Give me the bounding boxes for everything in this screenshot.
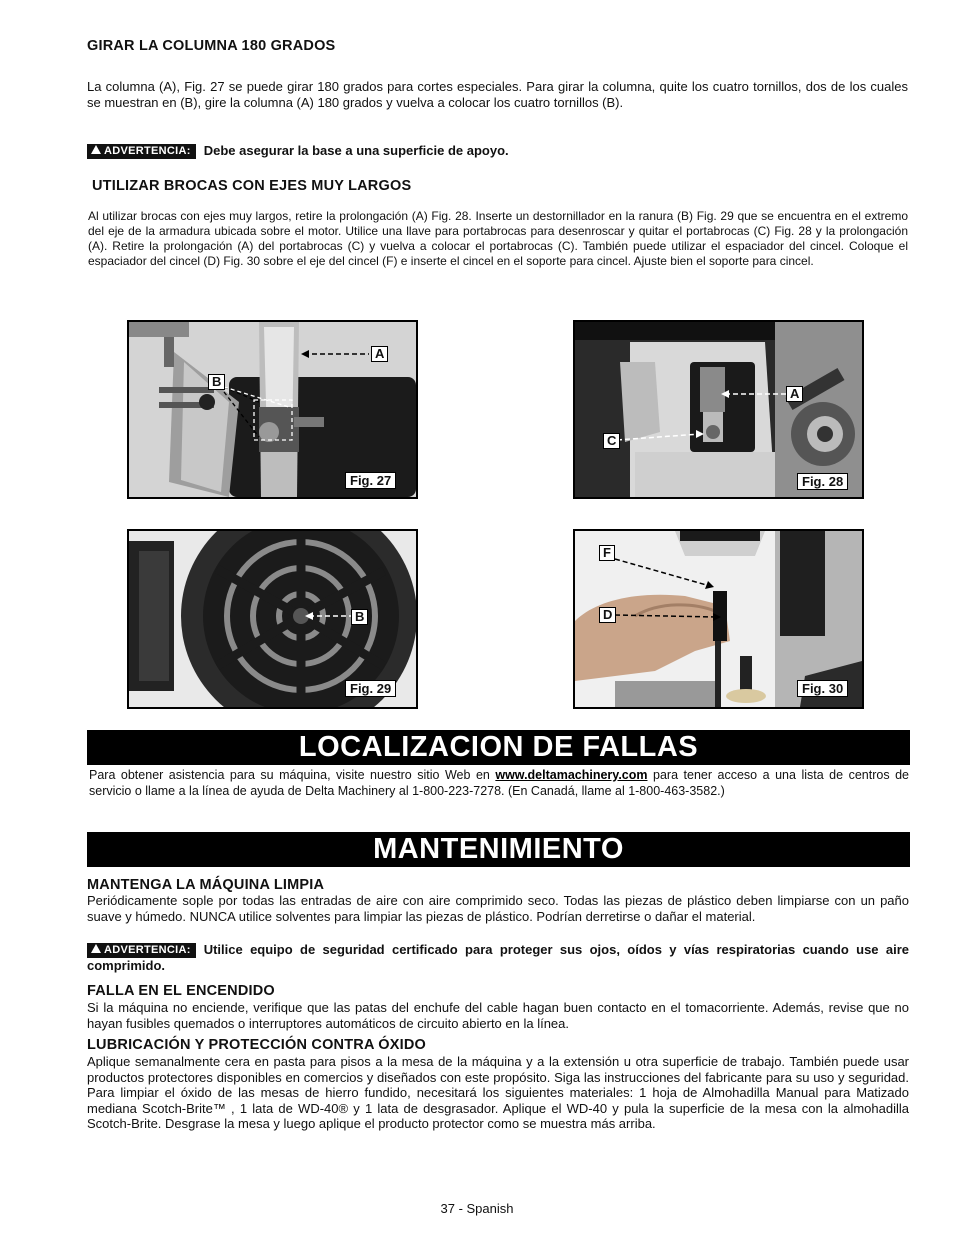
rotate-warning-text: Debe asegurar la base a una superficie de apoyo.: [203, 143, 509, 158]
rotate-warning: [87, 143, 509, 159]
troubleshooting-text-after: para tener acceso a una lista de centros de servicio o llame a la línea de ayuda de Delta Machinery al 1-800-223-7278. (En Canadá, llame al 1-800-463-3582.): [89, 768, 909, 798]
fig28-label: Fig. 28: [797, 473, 848, 490]
figure-27: [127, 320, 418, 499]
fig28-photo: [575, 322, 862, 497]
lube-heading: LUBRICACIÓN Y PROTECCIÓN CONTRA ÓXIDO: [87, 1037, 427, 1053]
long-bits-heading: UTILIZAR BROCAS CON EJES MUY LARGOS: [92, 178, 412, 194]
troubleshooting-text-before: Para obtener asistencia para su máquina, visite nuestro sitio Web en: [89, 768, 496, 782]
fig28-callout-a: A: [786, 386, 803, 402]
fig30-callout-d: D: [599, 607, 616, 623]
maintenance-banner: MANTENIMIENTO: [87, 832, 910, 867]
fig27-callout-b: B: [208, 374, 225, 390]
fig29-callout-b: B: [351, 609, 368, 625]
clean-text: Periódicamente sople por todas las entradas de aire con aire comprimido seco. Todas las piezas de plástico deben limpiarse con un paño suave y húmedo. NUNCA utilice solventes para limpiar las piezas de plástico. Podrían derretirse o dañar el material.: [87, 893, 909, 924]
fig28-callout-c: C: [603, 433, 620, 449]
warning-badge: ADVERTENCIA:: [87, 943, 196, 958]
figure-30: [573, 529, 864, 709]
rotate-heading: GIRAR LA COLUMNA 180 GRADOS: [87, 38, 336, 54]
page-number: 37 - Spanish: [440, 1201, 514, 1216]
fig30-label: Fig. 30: [797, 680, 848, 697]
troubleshooting-banner: LOCALIZACION DE FALLAS: [87, 730, 910, 765]
power-heading: FALLA EN EL ENCENDIDO: [87, 983, 275, 999]
fig27-callout-a: A: [371, 346, 388, 362]
maintenance-warning: [87, 942, 909, 974]
fig30-callout-f: F: [599, 545, 615, 561]
warning-badge: ADVERTENCIA:: [87, 144, 196, 159]
warning-triangle-icon: [91, 145, 101, 154]
figure-29: [127, 529, 418, 709]
fig27-label: Fig. 27: [345, 472, 396, 489]
figure-28: [573, 320, 864, 499]
power-text: Si la máquina no enciende, verifique que las patas del enchufe del cable hagan buen contacto en el tomacorriente. Además, revise que no hayan fusibles quemados o interruptores automáticos de circuito abierto en la línea.: [87, 1000, 909, 1031]
warning-triangle-icon: [91, 944, 101, 953]
clean-heading: MANTENGA LA MÁQUINA LIMPIA: [87, 877, 325, 893]
troubleshooting-text: [89, 768, 909, 799]
lube-text: Aplique semanalmente cera en pasta para pisos a la mesa de la máquina y a la extensión u otra superficie de trabajo. También puede usar productos protectores disponibles en comercios y diseñados con este propósito. Siga las instrucciones del fabricante para su uso y seguridad. Para limpiar el óxido de las mesas de hierro fundido, necesitará los siguientes materiales: 1 hoja de Almohadilla Manual para Matizado mediana Scotch-Brite™ , 1 lata de WD-40® y 1 lata de desgrasador. Aplique el WD-40 y pula la superficie de la mesa con la almohadilla Scotch-Brite. Desgrase la mesa y luego aplique el producto protector como se muestra más arriba.: [87, 1054, 909, 1131]
maintenance-warning-text: Utilice equipo de seguridad certificado para proteger sus ojos, oídos y vías respiratorias cuando use aire comprimido.: [87, 942, 909, 973]
delta-website-link[interactable]: www.deltamachinery.com: [495, 768, 648, 782]
fig29-label: Fig. 29: [345, 680, 396, 697]
long-bits-text: Al utilizar brocas con ejes muy largos, retire la prolongación (A) Fig. 28. Inserte un destornillador en la ranura (B) Fig. 29 que se encuentra en el extremo del eje de la armadura ubicada sobre el motor. Utilice una llave para portabrocas para desenroscar y quitar el portabrocas (C) Fig. 28 y la prolongación (A). Retire la prolongación (A) del portabrocas (C) y vuelva a colocar el portabrocas (C). También puede utilizar el espaciador del cincel. Coloque el espaciador del cincel (D) Fig. 30 sobre el eje del cincel (F) e inserte el cincel en el soporte para cincel. Ajuste bien el soporte para cincel.: [88, 209, 908, 268]
rotate-text: La columna (A), Fig. 27 se puede girar 180 grados para cortes especiales. Para girar la columna, quite los cuatro tornillos, dos de los cuales se muestran en (B), gire la columna (A) 180 grados y vuelva a colocar los cuatro tornillos (B).: [87, 79, 908, 110]
